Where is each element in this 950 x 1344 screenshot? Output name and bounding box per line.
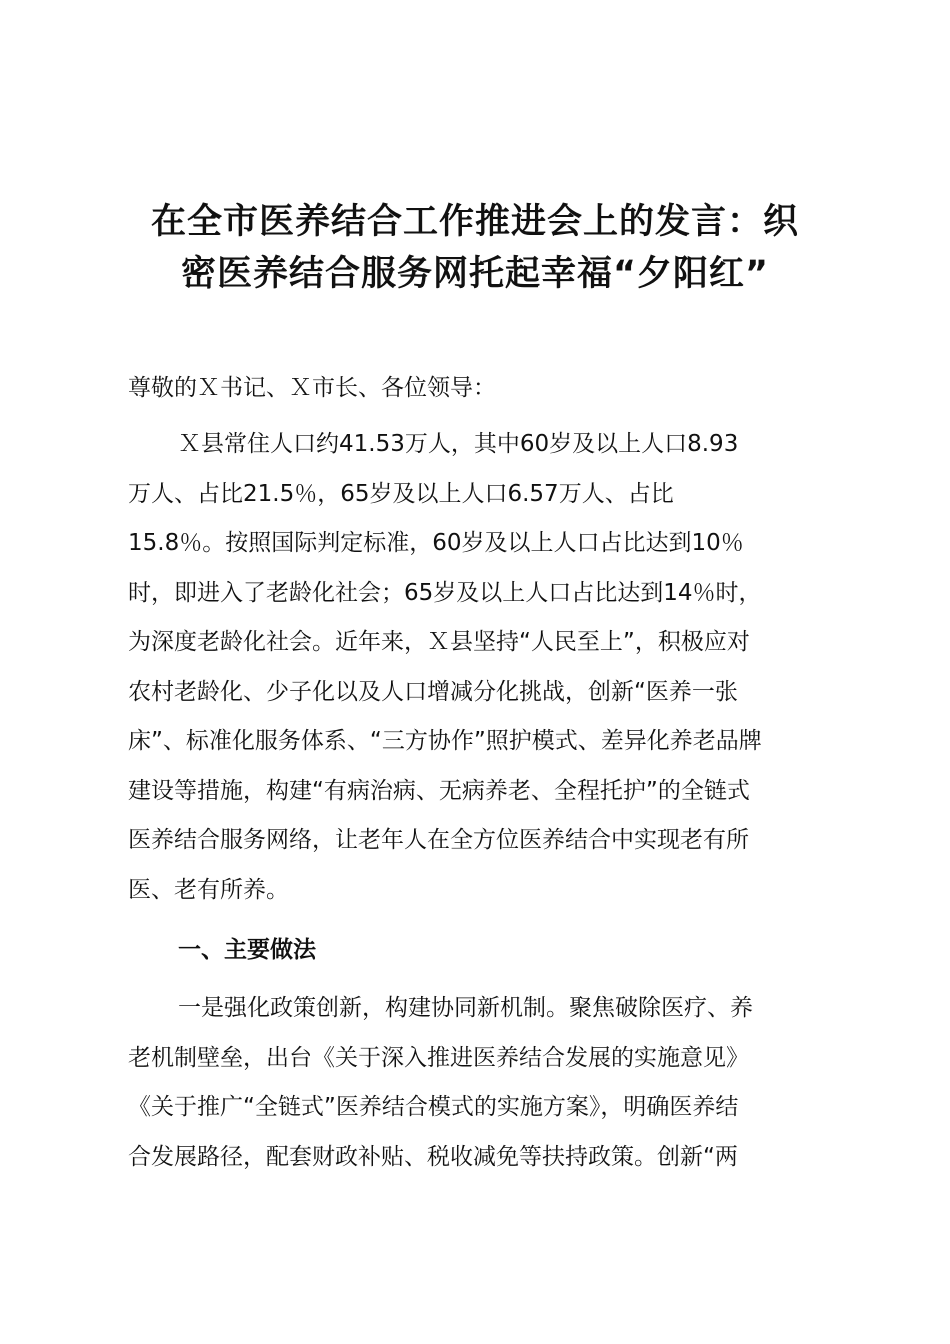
paragraph-line: 农村老龄化、少子化以及人口增减分化挑战，创新“医养一张 [128, 678, 738, 705]
title-line-1: 在全市医养结合工作推进会上的发言：织 [150, 202, 799, 242]
paragraph-line: 医、老有所养。 [128, 876, 289, 903]
paragraph-line: 一是强化政策创新，构建协同新机制。聚焦破除医疗、养 [178, 995, 753, 1021]
section-heading-main-practices: 一、主要做法 [178, 937, 316, 963]
paragraph-policy-innovation [128, 984, 828, 1182]
paragraph-line: 老机制壁垒，出台《关于深入推进医养结合发展的实施意见》 [128, 1044, 749, 1071]
paragraph-line: 医养结合服务网络，让老年人在全方位医养结合中实现老有所 [128, 827, 749, 853]
paragraph-line: 15.8％。按照国际判定标准，60岁及以上人口占比达到10％ [128, 530, 744, 556]
paragraph-line: 为深度老龄化社会。近年来，Ｘ县坚持“人民至上”，积极应对 [128, 629, 750, 655]
paragraph-line: 建设等措施，构建“有病治病、无病养老、全程托护”的全链式 [128, 777, 750, 804]
paragraph-line: 合发展路径，配套财政补贴、税收减免等扶持政策。创新“两 [128, 1143, 738, 1170]
document-title [120, 196, 830, 300]
paragraph-line: 时，即进入了老龄化社会；65岁及以上人口占比达到14％时， [128, 579, 762, 606]
paragraph-line: 床”、标准化服务体系、“三方协作”照护模式、差异化养老品牌 [128, 728, 762, 754]
paragraph-line: Ｘ县常住人口约41.53万人，其中60岁及以上人口8.93 [178, 431, 739, 457]
paragraph-population [128, 420, 828, 915]
paragraph-line: 《关于推广“全链式”医养结合模式的实施方案》，明确医养结 [128, 1094, 739, 1120]
title-line-2: 密医养结合服务网托起幸福“夕阳红” [180, 254, 769, 294]
salutation: 尊敬的Ｘ书记、Ｘ市长、各位领导： [128, 375, 496, 401]
paragraph-line: 万人、占比21.5％，65岁及以上人口6.57万人、占比 [128, 480, 674, 507]
